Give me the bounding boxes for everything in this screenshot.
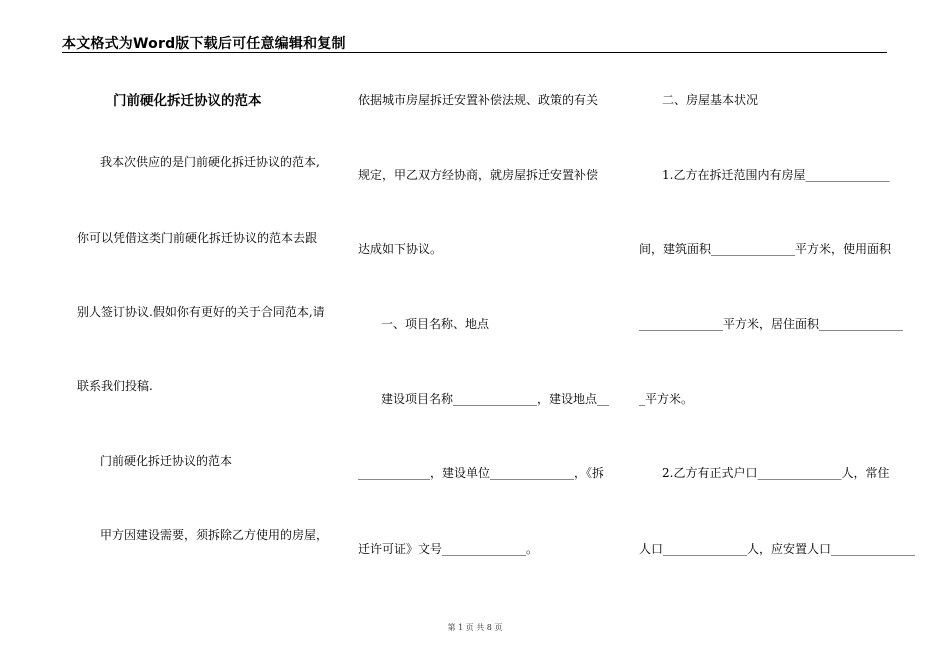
text-line: 门前硬化拆迁协议的范本 [100, 454, 233, 468]
page-number: 第 1 页 共 8 页 [447, 623, 503, 632]
text-line: 联系我们投稿. [77, 379, 153, 393]
document-title: 门前硬化拆迁协议的范本 [113, 93, 262, 109]
text-line: 别人签订协议.假如你有更好的关于合同范本,请 [77, 305, 325, 319]
text-line: 达成如下协议。 [358, 242, 443, 256]
text-line: ______________平方米，居住面积______________ [639, 317, 904, 331]
section-heading: 二、房屋基本状况 [662, 93, 759, 107]
text-line: 间，建筑面积______________平方米，使用面积 [639, 242, 892, 256]
text-line: _平方米。 [639, 392, 694, 406]
text-line: 规定，甲乙双方经协商，就房屋拆迁安置补偿 [358, 168, 599, 182]
section-heading: 一、项目名称、地点 [381, 317, 490, 331]
text-line: 1.乙方在拆迁范围内有房屋______________ [662, 168, 890, 182]
text-line: 2.乙方有正式户口______________人，常住 [662, 466, 890, 480]
text-line: 人口______________人，应安置人口______________ [639, 542, 916, 556]
text-line: 甲方因建设需要，须拆除乙方使用的房屋， [100, 528, 329, 542]
text-line: 建设项目名称______________，建设地点__ [381, 392, 610, 406]
text-line: 迁许可证》文号______________。 [358, 542, 539, 556]
document-header: 本文格式为Word版下载后可任意编辑和复制 [62, 36, 346, 52]
text-line: 我本次供应的是门前硬化拆迁协议的范本, [100, 155, 320, 169]
text-line: ____________，建设单位______________，《拆 [358, 466, 605, 480]
text-line: 你可以凭借这类门前硬化拆迁协议的范本去跟 [77, 231, 318, 245]
text-line: 依据城市房屋拆迁安置补偿法规、政策的有关 [358, 93, 599, 107]
header-divider [62, 52, 887, 53]
